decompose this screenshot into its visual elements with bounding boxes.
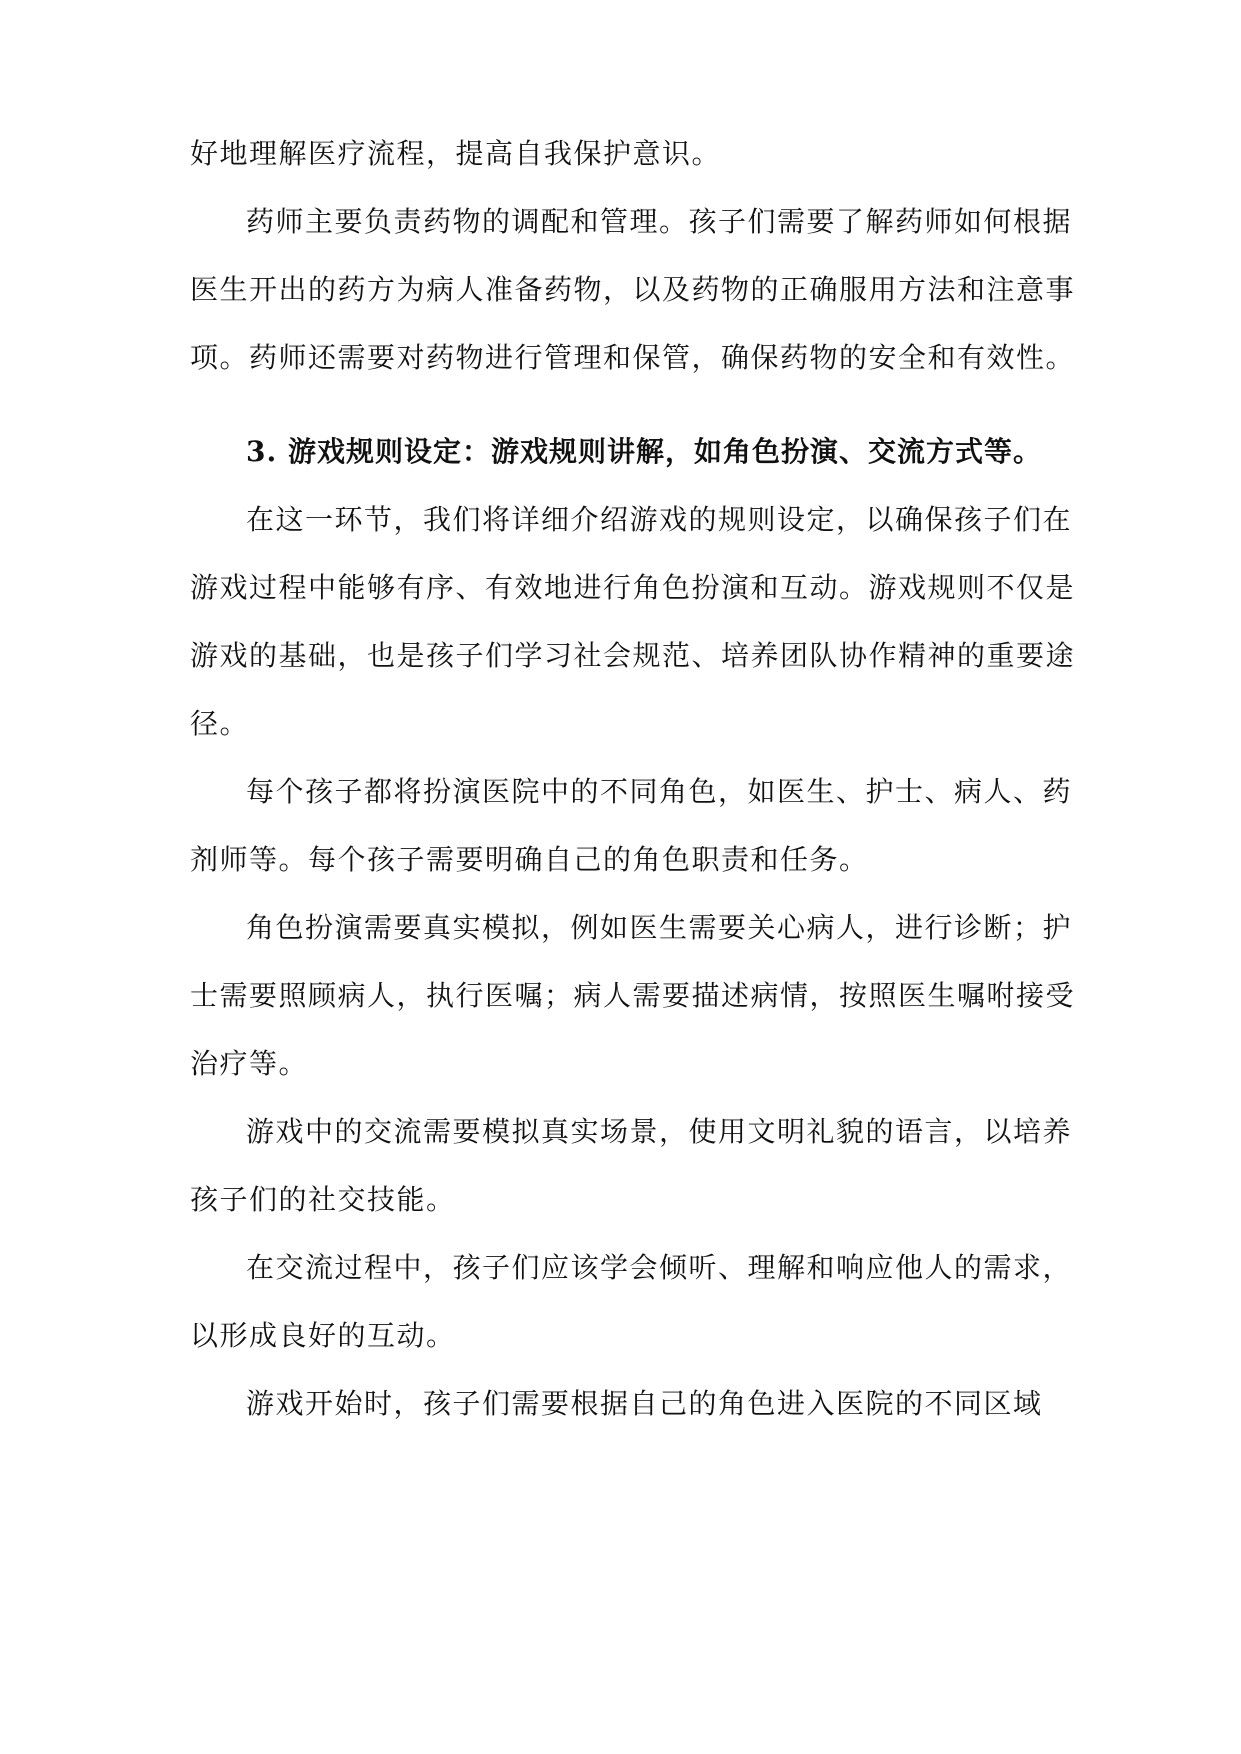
paragraph-line: 每个孩子都将扮演医院中的不同角色，如医生、护士、病人、药	[246, 775, 1073, 808]
paragraph-line: 药师主要负责药物的调配和管理。孩子们需要了解药师如何根据	[246, 205, 1073, 238]
section-heading: 3. 游戏规则设定：游戏规则讲解，如角色扮演、交流方式等。	[246, 435, 1042, 468]
paragraph-line: 游戏中的交流需要模拟真实场景，使用文明礼貌的语言，以培养	[246, 1115, 1073, 1148]
paragraph-line: 在交流过程中，孩子们应该学会倾听、理解和响应他人的需求，	[246, 1251, 1073, 1284]
paragraph-line: 角色扮演需要真实模拟，例如医生需要关心病人，进行诊断；护	[246, 911, 1073, 944]
paragraph-line: 剂师等。每个孩子需要明确自己的角色职责和任务。	[190, 843, 869, 876]
paragraph-line: 士需要照顾病人，执行医嘱；病人需要描述病情，按照医生嘱咐接受	[190, 979, 1076, 1012]
paragraph-line: 游戏开始时，孩子们需要根据自己的角色进入医院的不同区域	[246, 1387, 1043, 1420]
paragraph-line: 游戏的基础，也是孩子们学习社会规范、培养团队协作精神的重要途	[190, 639, 1076, 672]
paragraph-line: 在这一环节，我们将详细介绍游戏的规则设定，以确保孩子们在	[246, 503, 1073, 536]
paragraph-line: 医生开出的药方为病人准备药物，以及药物的正确服用方法和注意事	[190, 273, 1076, 306]
paragraph-line: 项。药师还需要对药物进行管理和保管，确保药物的安全和有效性。	[190, 341, 1076, 374]
paragraph-line: 以形成良好的互动。	[190, 1319, 456, 1352]
paragraph-line: 径。	[190, 707, 250, 740]
paragraph-line: 好地理解医疗流程，提高自我保护意识。	[190, 137, 722, 170]
paragraph-line: 孩子们的社交技能。	[190, 1183, 456, 1216]
paragraph-line: 游戏过程中能够有序、有效地进行角色扮演和互动。游戏规则不仅是	[190, 571, 1076, 604]
paragraph-line: 治疗等。	[190, 1047, 309, 1080]
